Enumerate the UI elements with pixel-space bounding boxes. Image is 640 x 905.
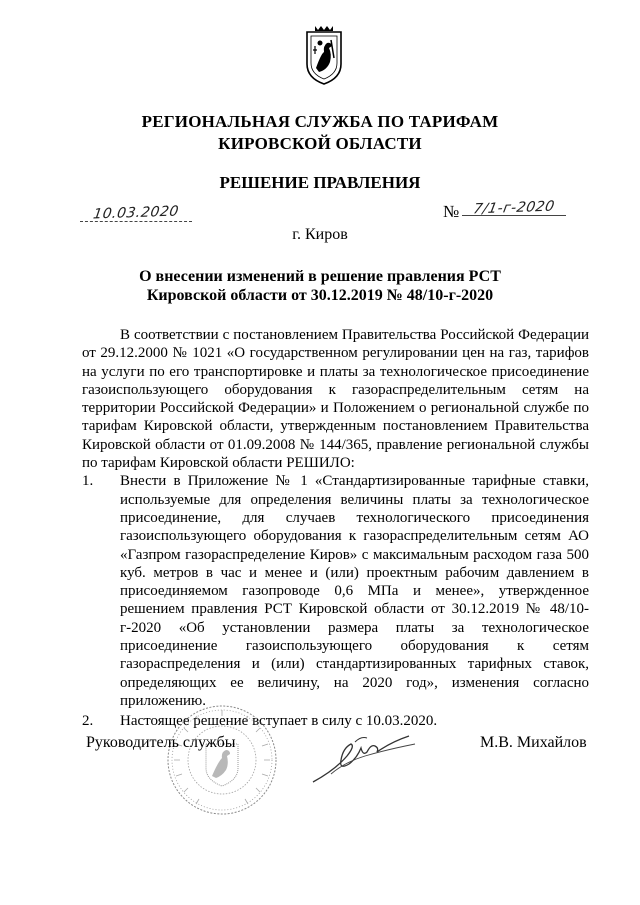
org-name-line2: КИРОВСКОЙ ОБЛАСТИ (218, 134, 422, 153)
document-type: РЕШЕНИЕ ПРАВЛЕНИЯ (219, 173, 421, 192)
handwritten-date: 10.03.2020 (92, 203, 180, 223)
number-sign: № (443, 202, 460, 221)
date-field (80, 205, 192, 222)
signatory-role: Руководитель службы (86, 734, 236, 751)
item-number: 2. (82, 713, 94, 730)
city: г. Киров (292, 226, 348, 243)
item-text: Внести в Приложение № 1 «Стандартизированные тарифные ставки, используемые для определения величины платы за технологическое присоединение, для случаев технологического присоединения газоиспользующего оборудования к газораспределительным сетям АО «Газпром газораспределение Киров» с максимальным расходом газа 500 куб. метров в час и менее и (или) проектным рабочим давлением в присоединяемом газопроводе 0,6 МПа и менее», утвержденное решением правления РСТ Кировской области от 30.12.2019 № 48/10-г-2020 «Об установлении размера платы за технологическое присоединение газоиспользующего оборудования к сетям газораспределения и (или) стандартизированных тарифных ставок, определяющих ее величину, на 2020 год», изменения согласно приложению. (120, 473, 589, 709)
subject-line2: Кировской области от 30.12.2019 № 48/10-г-2020 (146, 287, 494, 304)
official-seal-stamp (166, 704, 278, 816)
item-text: Настоящее решение вступает в силу с 10.03.2020. (120, 713, 438, 730)
item-number: 1. (82, 473, 94, 490)
document-body (82, 326, 589, 731)
org-name-line1: РЕГИОНАЛЬНАЯ СЛУЖБА ПО ТАРИФАМ (141, 112, 499, 131)
preamble-paragraph: В соответствии с постановлением Правительства Российской Федерации от 29.12.2000 № 1021 «О государственном регулировании цен на газ, тарифов на услуги по его транспортировке и платы за технологическое присоединение газоиспользующего оборудования к газораспределительным сетям на территории Российской Федерации» и Положением о региональной службе по тарифам Кировской области, утвержденным постановлением Правительства Кировской области от 01.09.2008 № 144/365, правление региональной службы по тарифам Кировской области РЕШИЛО: (82, 327, 589, 472)
signatory-name: М.В. Михайлов (480, 734, 587, 751)
coat-of-arms-icon (301, 24, 347, 86)
subject-line1: О внесении изменений в решение правления РСТ (139, 268, 501, 285)
handwritten-signature (305, 722, 425, 792)
number-field (462, 200, 566, 216)
handwritten-number: 7/1-г-2020 (471, 198, 557, 218)
list-item (82, 472, 589, 710)
